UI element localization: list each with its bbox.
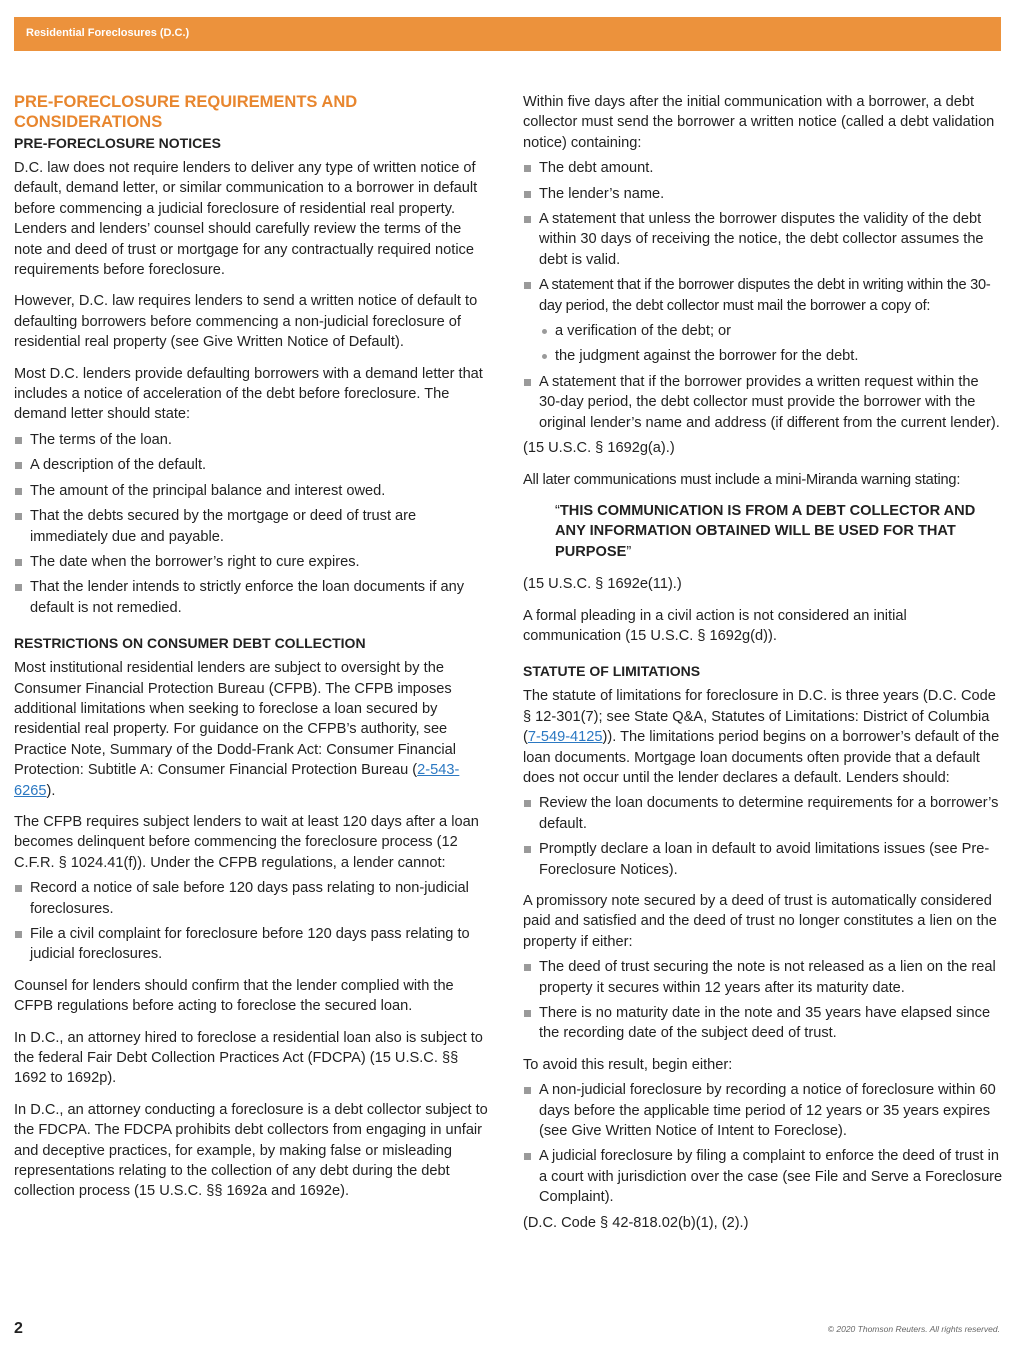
state-qa-link[interactable]: 7-549-4125 xyxy=(527,729,603,746)
cfpb-list xyxy=(14,878,492,965)
paragraph: In D.C., an attorney hired to foreclose a residential loan also is subject to the federal Fair Debt Collection Practices Act (FDCPA) (15 U.S.C. §§ 1692 to 1692p). xyxy=(14,1029,483,1087)
list-item: A statement that unless the borrower disputes the validity of the debt within 30 days of receiving the notice, the debt collector assumes the debt is valid. xyxy=(523,209,1003,270)
list-item: That the lender intends to strictly enforce the loan documents if any default is not remedied. xyxy=(14,577,492,618)
list-item: A statement that if the borrower provides a written request within the 30-day period, the debt collector must provide the borrower with the original lender’s name and address (if different from the current lender). xyxy=(523,372,1003,433)
paragraph: A formal pleading in a civil action is not considered an initial communication (15 U.S.C. § 1692g(d)). xyxy=(523,607,907,644)
left-column xyxy=(14,92,492,1213)
citation: (15 U.S.C. § 1692e(11).) xyxy=(523,576,682,593)
list-item: The lender’s name. xyxy=(523,184,1003,204)
list-item: Promptly declare a loan in default to avoid limitations issues (see Pre-Foreclosure Notices). xyxy=(523,839,1003,880)
list-item: A non-judicial foreclosure by recording a notice of foreclosure within 60 days before the applicable time period of 12 years or 35 years expires (see Give Written Notice of Intent to Foreclose). xyxy=(523,1080,1003,1141)
list-item: The deed of trust securing the note is not released as a lien on the real property it secures within 12 years after its maturity date. xyxy=(523,957,1003,998)
list-item: There is no maturity date in the note and 35 years have elapsed since the recording date of the subject deed of trust. xyxy=(523,1003,1003,1044)
list-item: A description of the default. xyxy=(14,455,492,475)
list-item: That the debts secured by the mortgage or deed of trust are immediately due and payable. xyxy=(14,506,492,547)
paragraph xyxy=(14,658,492,801)
citation: (D.C. Code § 42-818.02(b)(1), (2).) xyxy=(523,1214,749,1231)
list-item: The terms of the loan. xyxy=(14,430,492,450)
mini-miranda-quote xyxy=(555,501,1003,562)
list-item: Record a notice of sale before 120 days pass relating to non-judicial foreclosures. xyxy=(14,878,492,919)
paragraph-text: Most institutional residential lenders are subject to oversight by the Consumer Financial Protection Bureau (CFPB). The CFPB imposes additional limitations when seeking to foreclose a loan secured by residential real property. For guidance on the CFPB’s authority, see Practice Note, Summary of the Dodd-Frank Act: Consumer Financial Protection: Subtitle A: Consumer Financial Protection Bureau ( xyxy=(14,660,457,779)
subheading-pre-foreclosure-notices: PRE-FORECLOSURE NOTICES xyxy=(14,135,221,151)
quote-text: THIS COMMUNICATION IS FROM A DEBT COLLECTOR AND ANY INFORMATION OBTAINED WILL BE USED FOR THAT PURPOSE xyxy=(555,502,976,560)
list-item: Review the loan documents to determine requirements for a borrower’s default. xyxy=(523,793,1003,834)
paragraph-text: ). xyxy=(46,782,56,799)
paragraph: The CFPB requires subject lenders to wait at least 120 days after a loan becomes delinquent before commencing the foreclosure process (12 C.F.R. § 1024.41(f)). Under the CFPB regulations, a lender cannot: xyxy=(14,813,479,871)
paragraph: In D.C., an attorney conducting a foreclosure is a debt collector subject to the FDCPA. The FDCPA prohibits debt collectors from engaging in unfair and deceptive practices, for example, by making false or misleading representations relating to the collection of any debt during the debt collection process (15 U.S.C. §§ 1692a and 1692e). xyxy=(14,1101,488,1200)
header-bar xyxy=(14,17,1001,51)
quote-mark: ” xyxy=(626,543,632,560)
list-item: The date when the borrower’s right to cure expires. xyxy=(14,552,492,572)
subheading-consumer-debt-collection: RESTRICTIONS ON CONSUMER DEBT COLLECTION xyxy=(14,635,366,652)
lien-conditions-list xyxy=(523,957,1003,1044)
lenders-should-list xyxy=(523,793,1003,880)
section-title: PRE-FORECLOSURE REQUIREMENTS AND CONSIDERATIONS xyxy=(14,93,358,131)
header-title: Residential Foreclosures (D.C.) xyxy=(26,27,190,39)
avoid-result-list xyxy=(523,1080,1003,1207)
paragraph: Counsel for lenders should confirm that the lender complied with the CFPB regulations before acting to foreclose the secured loan. xyxy=(14,977,454,1015)
validation-notice-list xyxy=(523,158,1003,433)
sub-list-item: the judgment against the borrower for the debt. xyxy=(539,346,1003,366)
paragraph-text: The statute of limitations for foreclosure in D.C. is three years (D.C. Code § 12-301(7); see State Q&A, Statutes of Limitations: District of Columbia ( xyxy=(523,688,996,746)
paragraph xyxy=(523,686,1003,788)
sub-list xyxy=(539,321,1003,367)
list-item: A judicial foreclosure by filing a complaint to enforce the deed of trust in a court with jurisdiction over the case (see File and Serve a Foreclosure Complaint). xyxy=(523,1146,1003,1207)
list-item xyxy=(523,275,1003,367)
paragraph: Within five days after the initial communication with a borrower, a debt collector must send the borrower a written notice (called a debt validation notice) containing: xyxy=(523,94,995,151)
paragraph: All later communications must include a mini-Miranda warning stating: xyxy=(523,471,961,488)
paragraph: However, D.C. law requires lenders to send a written notice of default to defaulting borrowers before commencing a non-judicial foreclosure of residential real property (see Give Written Notice of Default). xyxy=(14,293,478,351)
list-item: The debt amount. xyxy=(523,158,1003,178)
quote-mark: “ xyxy=(555,502,560,519)
subheading-statute-of-limitations: STATUTE OF LIMITATIONS xyxy=(523,663,701,680)
copyright-notice: © 2020 Thomson Reuters. All rights reserved. xyxy=(827,1324,1000,1334)
list-item: The amount of the principal balance and interest owed. xyxy=(14,481,492,501)
citation: (15 U.S.C. § 1692g(a).) xyxy=(523,440,675,457)
sub-list-item: a verification of the debt; or xyxy=(539,321,1003,341)
paragraph: A promissory note secured by a deed of trust is automatically considered paid and satisfied and the deed of trust no longer constitutes a lien on the property if either: xyxy=(523,893,997,950)
paragraph: D.C. law does not require lenders to deliver any type of written notice of default, demand letter, or similar communication to a borrower in default before commencing a judicial foreclosure of residential real property. Lenders and lenders’ counsel should carefully review the terms of the note and deed of trust or mortgage for any contractually required notice requirements before foreclosure. xyxy=(14,160,478,279)
paragraph: Most D.C. lenders provide defaulting borrowers with a demand letter that includes a notice of acceleration of the debt before foreclosure. The demand letter should state: xyxy=(14,365,483,423)
list-item: File a civil complaint for foreclosure before 120 days pass relating to judicial foreclosures. xyxy=(14,924,492,965)
right-column xyxy=(523,92,1003,1244)
paragraph: To avoid this result, begin either: xyxy=(523,1056,733,1073)
page-number: 2 xyxy=(14,1320,23,1337)
demand-letter-list xyxy=(14,430,492,618)
paragraph-text: )). The limitations period begins on a borrower’s default of the loan documents. Mortgage loan documents often provide that a default does not occur until the lender declares a default. Lenders should: xyxy=(523,729,1000,786)
practice-note-link[interactable]: 2-543-6265 xyxy=(14,762,460,799)
list-item-text: A statement that if the borrower disputes the debt in writing within the 30-day period, the debt collector must mail the borrower a copy of: xyxy=(539,277,991,314)
